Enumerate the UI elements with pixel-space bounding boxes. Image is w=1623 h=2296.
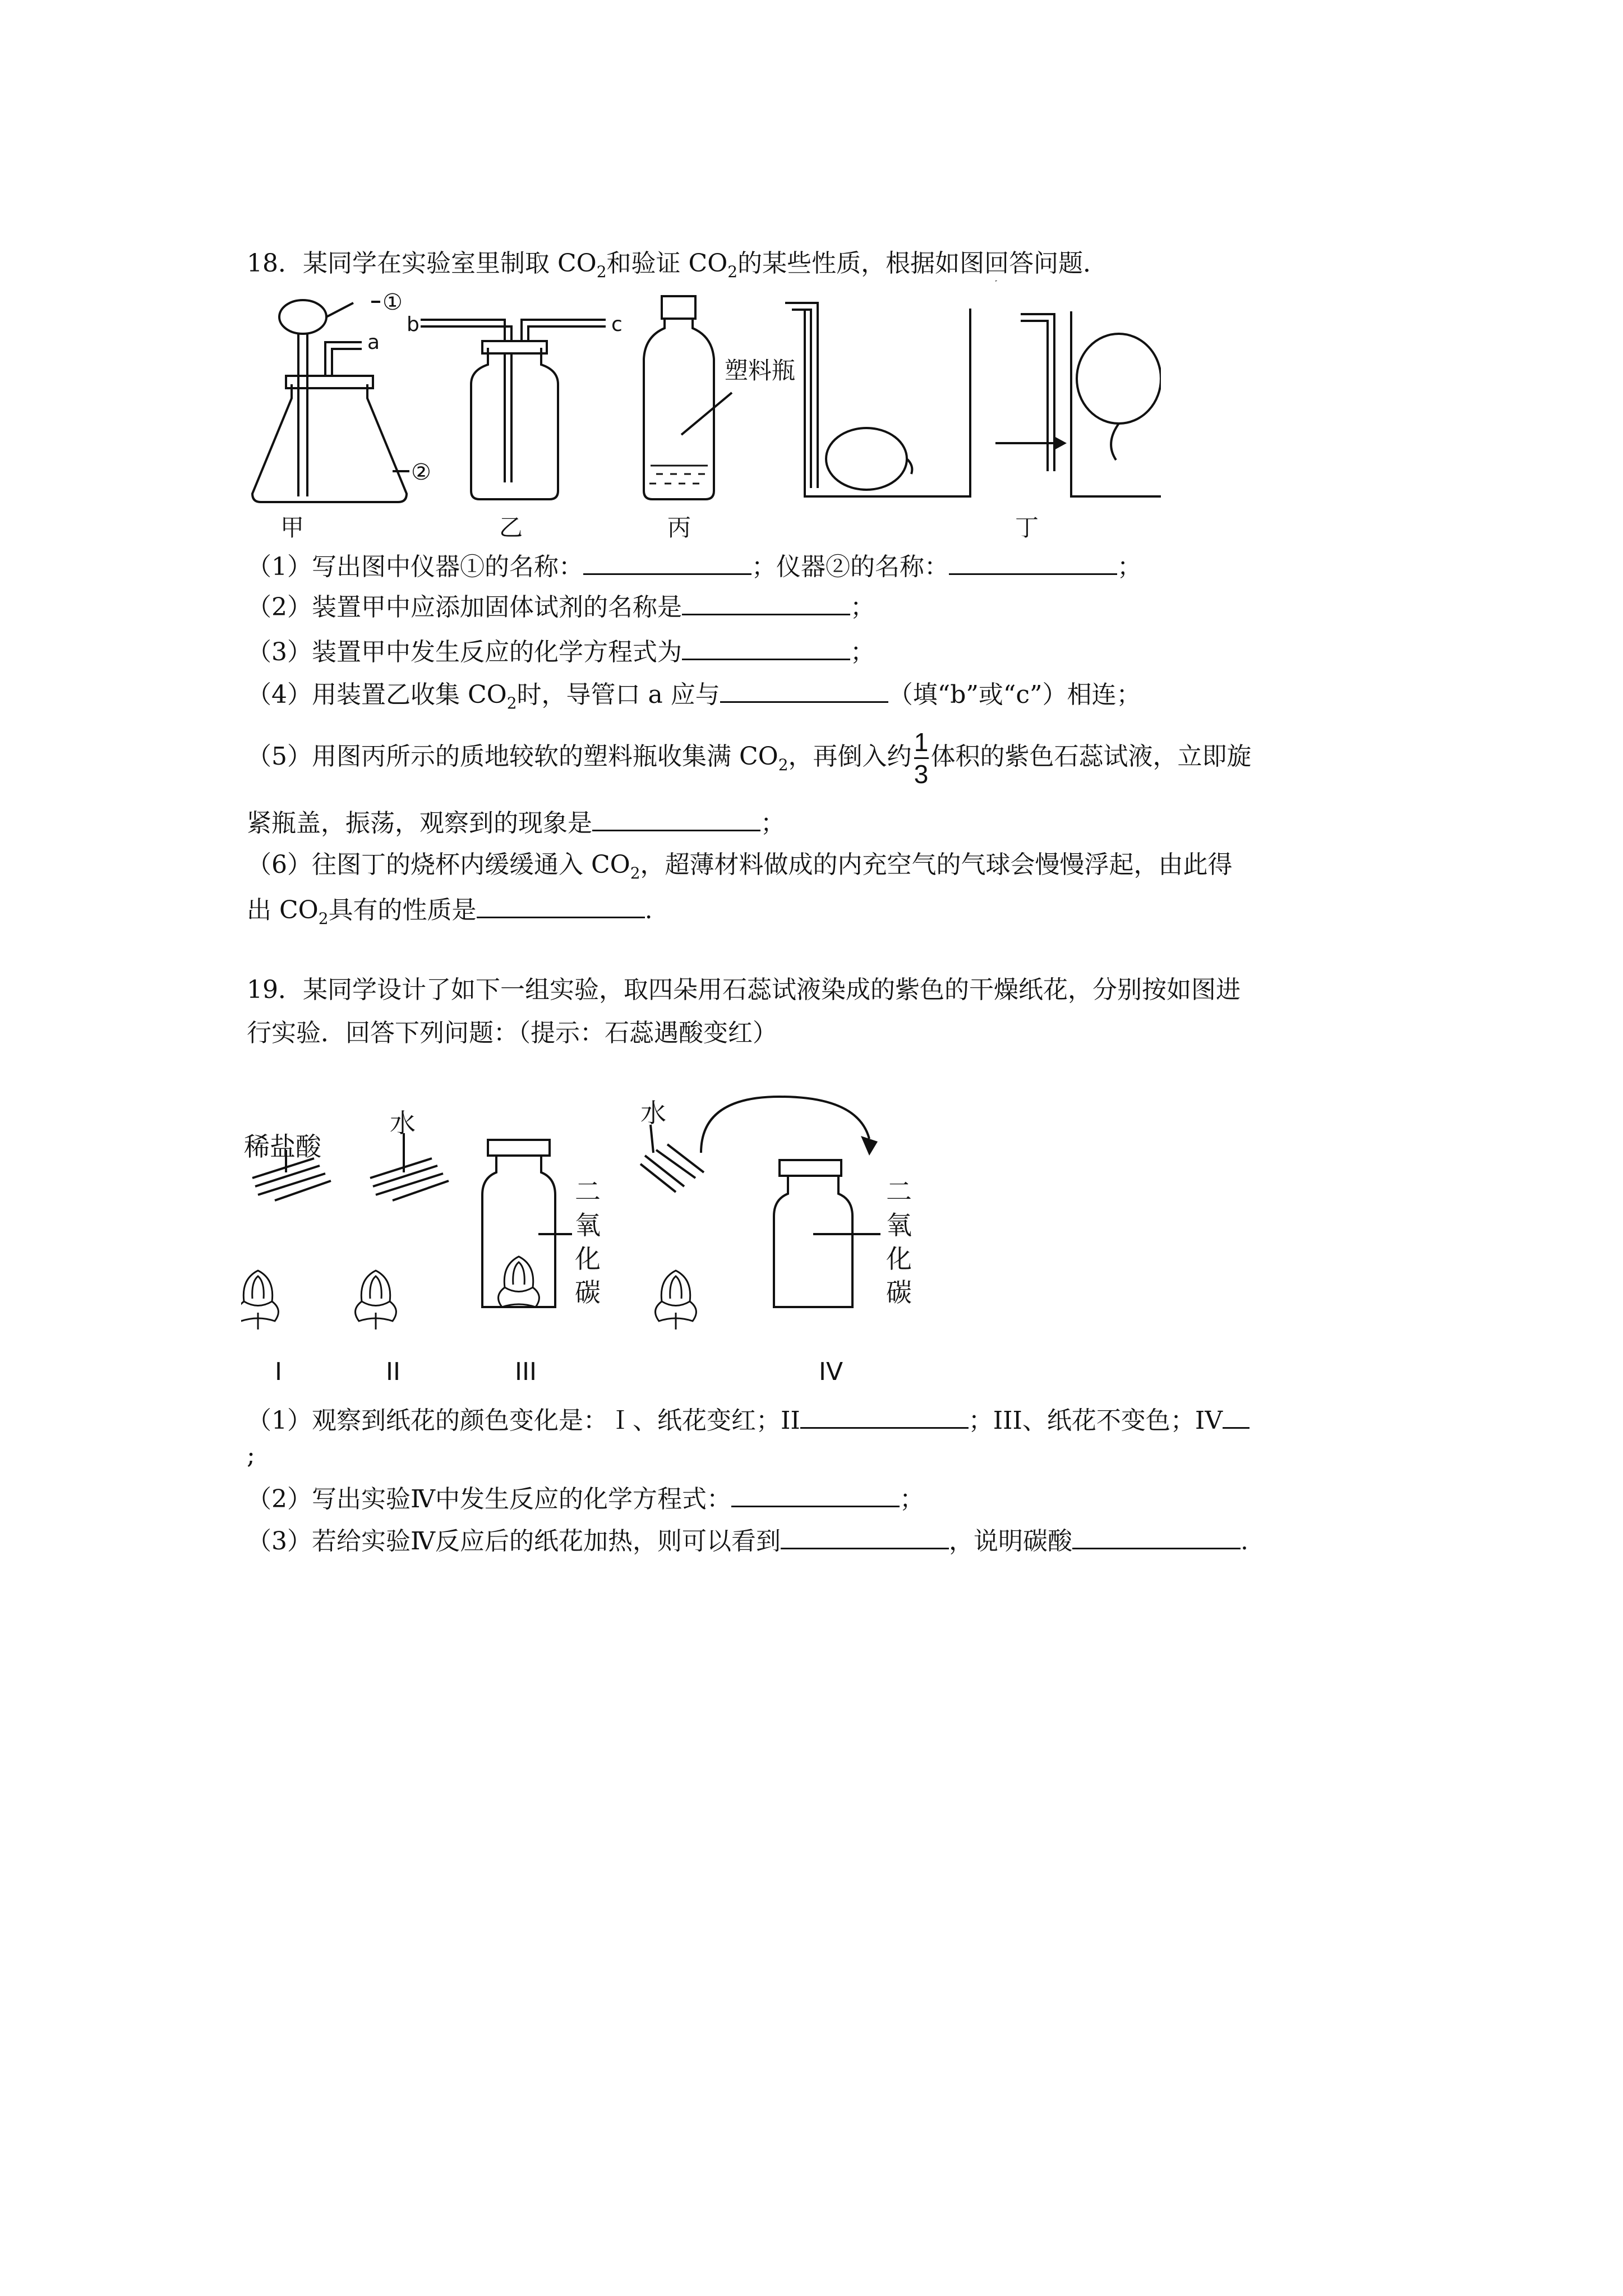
label-b: b xyxy=(407,313,419,336)
water-label-ii: 水 xyxy=(390,1108,416,1138)
water-label-iv: 水 xyxy=(640,1098,666,1128)
separatory-funnel-bulb xyxy=(279,300,326,334)
exp-label-iii: III xyxy=(515,1358,537,1386)
transfer-arrow-icon xyxy=(701,1097,869,1153)
paper-flower-icon xyxy=(241,1271,278,1329)
label-c: c xyxy=(611,313,623,336)
answer-blank[interactable] xyxy=(1072,1523,1241,1549)
answer-blank[interactable] xyxy=(477,892,645,918)
co2-label-iii-2: 氧 xyxy=(575,1210,601,1240)
label-circle-2: ② xyxy=(411,459,431,485)
q19-part1-end: ; xyxy=(247,1441,255,1470)
q18-apparatus-figure xyxy=(241,280,1161,544)
answer-blank[interactable] xyxy=(720,677,888,703)
answer-blank[interactable] xyxy=(592,805,760,831)
co2-label-iv-2: 氧 xyxy=(886,1210,912,1240)
q19-stem-line1: 19．某同学设计了如下一组实验，取四朵用石蕊试液染成的紫色的干燥纸花，分别按如图进 xyxy=(247,976,1241,1004)
co2-label-iii-3: 化 xyxy=(575,1244,601,1274)
answer-blank[interactable] xyxy=(682,634,850,660)
co2-label-iii-1: 二 xyxy=(575,1176,601,1207)
exp-label-ii: II xyxy=(386,1358,400,1386)
answer-blank[interactable] xyxy=(949,549,1117,575)
q19-part2: （2）写出实验Ⅳ中发生反应的化学方程式： ； xyxy=(247,1481,924,1516)
label-circle-1: ① xyxy=(382,289,403,315)
q19-part3: （3）若给实验Ⅳ反应后的纸花加热，则可以看到 ，说明碳酸 . xyxy=(247,1523,1248,1558)
answer-blank[interactable] xyxy=(1223,1402,1249,1429)
label-bing: 丙 xyxy=(667,514,691,541)
label-a: a xyxy=(367,331,380,354)
paper-flower-icon xyxy=(499,1257,540,1307)
q19-experiment-figure xyxy=(241,1066,937,1397)
exp-label-iv: IV xyxy=(819,1358,843,1386)
plastic-bottle-label: 塑料瓶 xyxy=(725,357,796,384)
exp-label-i: I xyxy=(275,1358,282,1386)
q18-part5-line2: 紧瓶盖，振荡，观察到的现象是 ； xyxy=(247,805,785,840)
q18-part5-line1: （5）用图丙所示的质地较软的塑料瓶收集满 $CO_2$，再倒入约 $\frac{1}{3}$ 体积的紫色石蕊试液，立即旋 xyxy=(247,728,1252,789)
q18-part6-line2: 出 $CO_2$具有的性质是 . xyxy=(247,892,653,936)
label-yi: 乙 xyxy=(499,514,523,541)
q18-part2: （2）装置甲中应添加固体试剂的名称是 ； xyxy=(247,589,875,624)
answer-blank[interactable] xyxy=(731,1481,900,1507)
co2-label-iii-4: 碳 xyxy=(575,1277,601,1308)
q19-stem-line2: 行实验．回答下列问题：（提示：石蕊遇酸变红） xyxy=(247,1019,777,1047)
q18-part6-line1: （6）往图丁的烧杯内缓缓通入 $CO_2$，超薄材料做成的内充空气的气球会慢慢浮起，由此得 xyxy=(247,850,1233,882)
paper-flower-icon xyxy=(656,1271,697,1329)
label-jia: 甲 xyxy=(280,514,305,541)
co2-label-iv-3: 化 xyxy=(886,1244,912,1274)
label-ding: 丁 xyxy=(1015,514,1039,541)
q18-part1: （1）写出图中仪器①的名称： ；仪器②的名称： ； xyxy=(247,549,1142,584)
co2-label-iv-4: 碳 xyxy=(886,1277,912,1308)
q18-part4: （4）用装置乙收集 $CO_2$时，导管口 a 应与 （填“b”或“c”）相连； xyxy=(247,677,1141,720)
answer-blank[interactable] xyxy=(781,1523,949,1549)
answer-blank[interactable] xyxy=(583,549,751,575)
co2-label-iv-1: 二 xyxy=(886,1176,912,1207)
q18-part3: （3）装置甲中发生反应的化学方程式为 ； xyxy=(247,634,875,669)
paper-flower-icon xyxy=(356,1271,396,1329)
q19-part1: （1）观察到纸花的颜色变化是：Ｉ、纸花变红；II ；III、纸花不变色；IV xyxy=(247,1402,1249,1438)
answer-blank[interactable] xyxy=(682,589,850,615)
fraction-one-third: $\frac{1}{3}$ xyxy=(914,728,929,789)
answer-blank[interactable] xyxy=(800,1402,969,1429)
q18-stem: 18．某同学在实验室里制取 $CO_2$和验证 $CO_2$的某些性质，根据如图回答问题． xyxy=(247,249,1108,281)
dilute-hcl-label: 稀盐酸 xyxy=(244,1131,321,1162)
